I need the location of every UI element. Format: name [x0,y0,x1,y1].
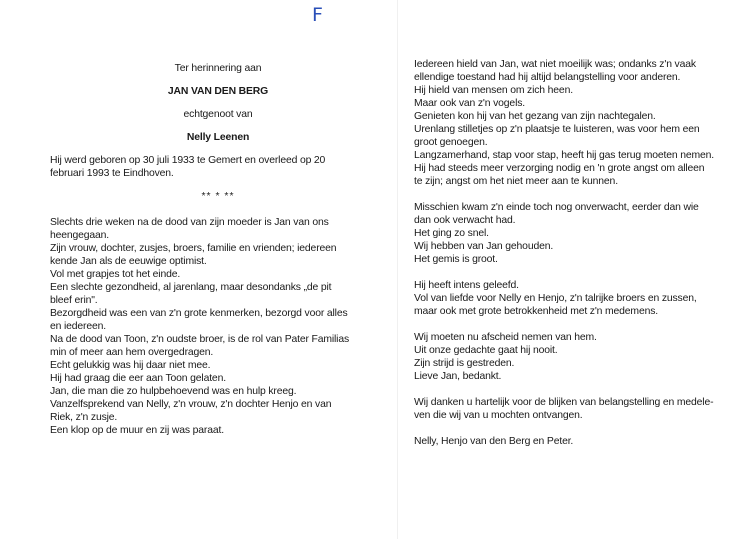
body-line: Slechts drie weken na de dood van zijn moeder is Jan van ons [50,217,329,228]
paragraph-line: maar ook met grote betrokkenheid met z'n medemens. [414,306,658,317]
body-line: Een klop op de muur en zij was paraat. [50,425,224,436]
right-panel [414,58,715,448]
paragraph-line: Iedereen hield van Jan, wat niet moeilijk was; ondanks z'n vaak [414,59,696,70]
paragraph-line: Zijn strijd is gestreden. [414,358,515,369]
body-line: Na de dood van Toon, z'n oudste broer, is de rol van Pater Familias [50,334,350,345]
paragraph-line: Wij danken u hartelijk voor de blijken van belangstelling en medele- [414,397,714,408]
paragraph-line: Het gemis is groot. [414,254,498,265]
body-line: Jan, die man die zo hulpbehoevend was en hulp kreeg. [50,386,297,397]
paragraph-line: Het ging zo snel. [414,228,489,239]
signature: Nelly, Henjo van den Berg en Peter. [414,436,574,447]
left-panel [50,62,386,437]
deceased-name: JAN VAN DEN BERG [167,86,269,97]
body-line: kende Jan als de eeuwige optimist. [50,256,207,267]
paragraph-line: dan ook verwacht had. [414,215,516,226]
paragraph-line: ellendige toestand had hij altijd belangstelling voor anderen. [414,72,681,83]
fold-line [397,0,398,539]
birth-line: februari 1993 te Eindhoven. [50,168,174,179]
paragraph-line: groot genoegen. [414,137,488,148]
paragraph-line: Wij hebben van Jan gehouden. [414,241,554,252]
birth-line: Hij werd geboren op 30 juli 1933 te Gemert en overleed op 20 [50,155,326,166]
body-line: Een slechte gezondheid, al jarenlang, maar desondanks „de pit [50,282,332,293]
intro-line: Ter herinnering aan [174,63,262,74]
paragraph-line: Hij heeft intens geleefd. [414,280,519,291]
body-line: bleef erin". [50,295,98,306]
separator: ** * ** [201,191,235,202]
body-line: Vanzelfsprekend van Nelly, z'n vrouw, z'n dochter Henjo en van [50,399,332,410]
paragraph-line: te zijn; angst om het niet meer aan te kunnen. [414,176,618,187]
paragraph-line: ven die wij van u mochten ontvangen. [414,410,583,421]
paragraph-line: Maar ook van z'n vogels. [414,98,526,109]
paragraph-line: Lieve Jan, bedankt. [414,371,502,382]
body-line: Zijn vrouw, dochter, zusjes, broers, familie en vrienden; iedereen [50,243,337,254]
paragraph-line: Vol van liefde voor Nelly en Henjo, z'n talrijke broers en zussen, [414,293,697,304]
body-line: Hij had graag die eer aan Toon gelaten. [50,373,226,384]
paragraph-line: Hij had steeds meer verzorging nodig en 'n grote angst om alleen [414,163,705,174]
paragraph-line: Hij hield van mensen om zich heen. [414,85,573,96]
body-line: Bezorgdheid was een van z'n grote kenmerken, bezorgd voor alles [50,308,348,319]
paragraph-line: Langzamerhand, stap voor stap, heeft hij gas terug moeten nemen. [414,150,715,161]
body-line: Riek, z'n zusje. [50,412,118,423]
paragraph-line: Genieten kon hij van het gezang van zijn nachtegalen. [414,111,656,122]
handwritten-marker: F [312,4,323,26]
paragraph-line: Urenlang stilletjes op z'n plaatsje te luisteren, was voor hem een [414,124,700,135]
body-line: en iedereen. [50,321,106,332]
body-line: Vol met grapjes tot het einde. [50,269,181,280]
paragraph-line: Uit onze gedachte gaat hij nooit. [414,345,558,356]
paragraph-line: Misschien kwam z'n einde toch nog onverwacht, eerder dan wie [414,202,699,213]
body-line: heengegaan. [50,230,110,241]
body-line: min of meer aan hem overgedragen. [50,347,214,358]
spouse-name: Nelly Leenen [186,132,250,143]
relation-line: echtgenoot van [183,109,253,120]
body-line: Echt gelukkig was hij daar niet mee. [50,360,211,371]
paragraph-line: Wij moeten nu afscheid nemen van hem. [414,332,597,343]
